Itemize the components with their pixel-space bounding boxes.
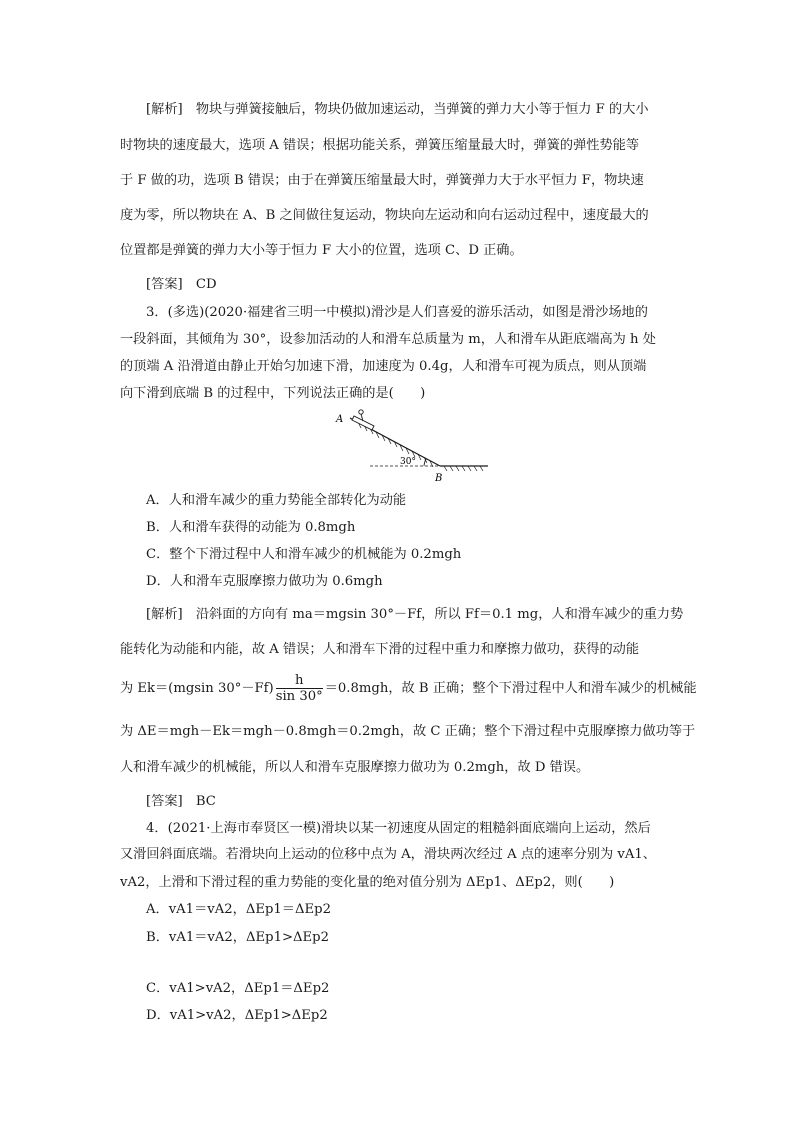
analysis-1-line-4: 度为零，所以物块在 A、B 之间做往复运动，物块向左运动和向右运动过程中，速度最大的 <box>120 208 649 223</box>
question-4-line-3: vA2，上滑和下滑过程的重力势能的变化量的绝对值分别为 ΔEp1、ΔEp2，则( ) <box>120 875 615 890</box>
answer-value: BC <box>195 794 216 809</box>
answer-tag: [答案] <box>146 277 183 292</box>
option-3-b: B．人和滑车获得的动能为 0.8mgh <box>146 520 356 535</box>
analysis-tag: [解析] <box>146 102 183 117</box>
label-b: B <box>435 473 443 484</box>
question-3-line-4: 向下滑到底端 B 的过程中，下列说法正确的是( ) <box>120 386 426 401</box>
answer-1 <box>146 276 217 294</box>
option-4-c: C．vA1>vA2，ΔEp1＝ΔEp2 <box>146 981 330 996</box>
option-4-b: B．vA1＝vA2，ΔEp1>ΔEp2 <box>146 930 329 945</box>
option-3-c: C．整个下滑过程中人和滑车减少的机械能为 0.2mgh <box>146 547 462 562</box>
label-a: A <box>336 414 344 425</box>
option-4-a: A．vA1＝vA2，ΔEp1＝ΔEp2 <box>146 902 331 917</box>
analysis-2-line-4: 为 ΔE＝mgh－Ek＝mgh－0.8mgh＝0.2mgh，故 C 正确；整个下滑过程中克服摩擦力做功等于 <box>120 724 696 739</box>
question-3-line-1: 3．(多选)(2020·福建省三明一中模拟)滑沙是人们喜爱的游乐活动，如图是滑沙场地的 <box>146 305 648 320</box>
analysis-1-line-5: 位置都是弹簧的弹力大小等于恒力 F 大小的位置，选项 C、D 正确。 <box>120 243 523 258</box>
answer-2 <box>146 793 216 811</box>
analysis-1-line-3: 于 F 做的功，选项 B 错误；由于在弹簧压缩量最大时，弹簧弹力大于水平恒力 F，物块速 <box>120 173 644 188</box>
answer-value: CD <box>195 277 217 292</box>
option-4-d: D．vA1>vA2，ΔEp1>ΔEp2 <box>146 1008 328 1023</box>
analysis-2-line-3: 为 Ek＝(mgsin 30°－Ff) $\frac{h}{\sin 30^\circ}$ ＝0.8mgh，故 B 正确；整个下滑过程中人和滑车减少的机械能 <box>120 673 697 704</box>
answer-tag: [答案] <box>146 794 183 809</box>
angle-label: 30° <box>400 457 416 467</box>
analysis-2-line-5: 人和滑车减少的机械能，所以人和滑车克服摩擦力做功为 0.2mgh，故 D 错误。 <box>120 760 590 775</box>
analysis-1-line-1: [解析] 物块与弹簧接触后，物块仍做加速运动，当弹簧的弹力大小等于恒力 F 的大小 <box>146 102 649 117</box>
incline-figure <box>330 408 495 484</box>
analysis-2-line-1: [解析] 沿斜面的方向有 ma＝mgsin 30°－Ff，所以 Ff＝0.1 mg，人和滑车减少的重力势 <box>146 607 684 622</box>
question-3-line-3: 的顶端 A 沿滑道由静止开始匀加速下滑，加速度为 0.4g，人和滑车可视为质点，则从顶端 <box>120 359 647 374</box>
question-4-line-2: 又滑回斜面底端。若滑块向上运动的位移中点为 A，滑块两次经过 A 点的速率分别为 vA1、 <box>120 847 656 862</box>
question-4-line-1: 4．(2021·上海市奉贤区一模)滑块以某一初速度从固定的粗糙斜面底端向上运动，然后 <box>146 821 651 836</box>
analysis-1-line-2: 时物块的速度最大，选项 A 错误；根据功能关系，弹簧压缩量最大时，弹簧的弹性势能等 <box>120 138 640 153</box>
fraction: $\frac{h}{\sin 30^\circ}$ <box>275 673 323 704</box>
option-3-d: D．人和滑车克服摩擦力做功为 0.6mgh <box>146 574 383 589</box>
angle-arc <box>424 459 426 466</box>
question-3-line-2: 一段斜面，其倾角为 30°，设参加活动的人和滑车总质量为 m，人和滑车从距底端高为 h 处 <box>120 332 656 347</box>
analysis-tag: [解析] <box>146 607 183 622</box>
analysis-2-line-2: 能转化为动能和内能，故 A 错误；人和滑车下滑的过程中重力和摩擦力做功，获得的动能 <box>120 642 640 657</box>
option-3-a: A．人和滑车减少的重力势能全部转化为动能 <box>146 493 407 508</box>
sled-icon <box>352 410 374 430</box>
